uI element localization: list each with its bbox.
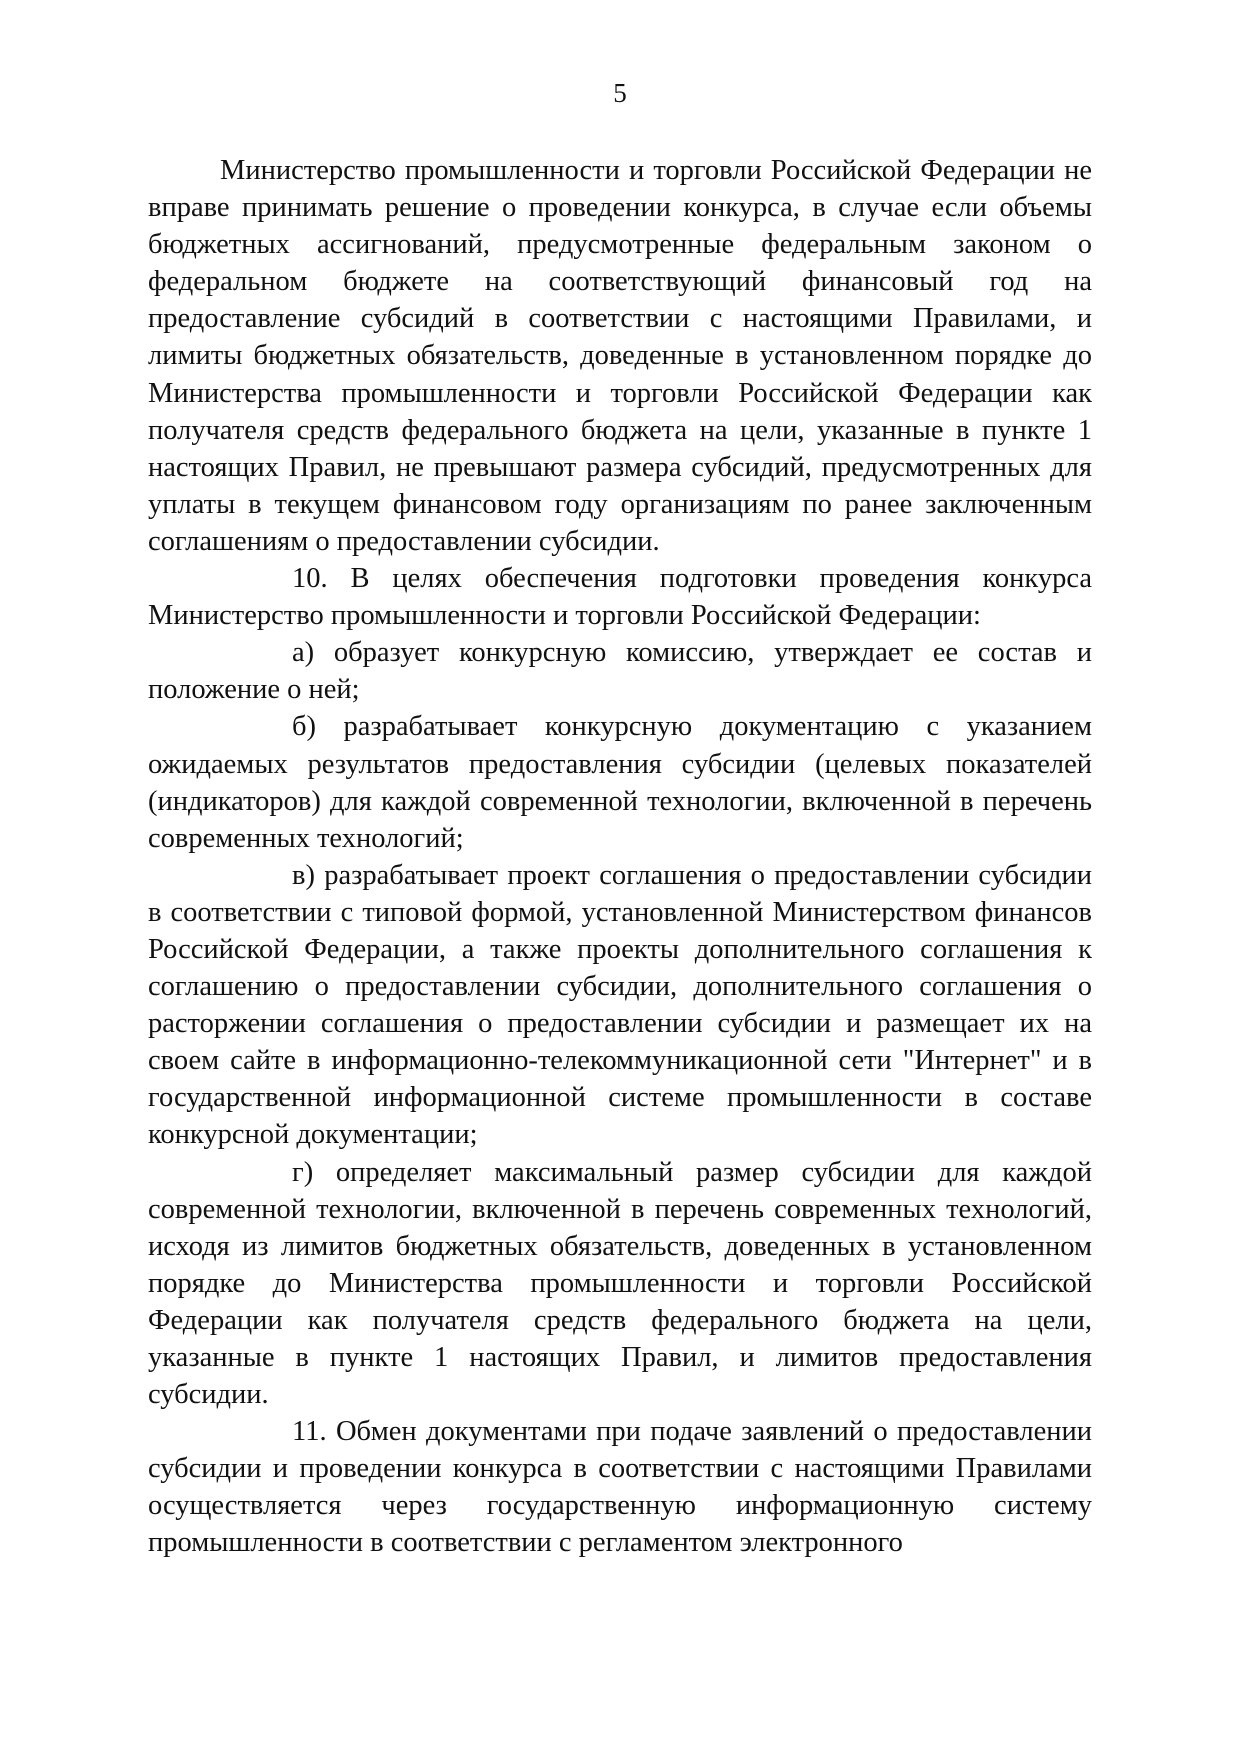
page-number: 5 [613,78,627,108]
item-marker: а) [292,637,315,669]
item-marker: 10. [292,563,328,595]
item-marker: 11. [292,1416,327,1448]
paragraph-subitem-g [148,1154,1092,1414]
item-marker: в) [292,859,315,891]
paragraph-subitem-b [148,708,1092,856]
document-body [148,152,1092,1562]
paragraph-item-11 [148,1413,1092,1561]
paragraph-text: образует конкурсную комиссию, утверждает ее состав и положение о ней; [148,637,1092,706]
paragraph-text: разрабатывает проект соглашения о предоставлении субсидии в соответствии с типовой формой, установленной Министерством финансов Российской Федерации, а также проекты дополнительного соглашения к соглашению о предоставлении субсидии, дополнительного соглашения о расторжении соглашения о предоставлении субсидии и размещает их на своем сайте в информационно-телекоммуникационной сети "Интернет" и в государственной информационной системе промышленности в составе конкурсной документации; [148,859,1092,1151]
paragraph-item-10 [148,560,1092,634]
paragraph-subitem-a [148,634,1092,708]
paragraph-ministry-restriction [148,152,1092,560]
paragraph-text: В целях обеспечения подготовки проведения конкурса Министерство промышленности и торговли Российской Федерации: [148,563,1093,632]
item-marker: г) [292,1156,314,1188]
paragraph-subitem-v [148,857,1092,1154]
paragraph-text: определяет максимальный размер субсидии для каждой современной технологии, включенной в перечень современных технологий, исходя из лимитов бюджетных обязательств, доведенных в установленном порядке до Министерства промышленности и торговли Российской Федерации как получателя средств федерального бюджета на цели, указанные в пункте 1 настоящих Правил, и лимитов предоставления субсидии. [148,1156,1092,1411]
item-marker: б) [292,711,316,743]
paragraph-text: Министерство промышленности и торговли Российской Федерации не вправе принимать решение о проведении конкурса, в случае если объемы бюджетных ассигнований, предусмотренные федеральным законом о федеральном бюджете на соответствующий финансовый год на предоставление субсидий в соответствии с настоящими Правилами, и лимиты бюджетных обязательств, доведенные в установленном порядке до Министерства промышленности и торговли Российской Федерации как получателя средств федерального бюджета на цели, указанные в пункте 1 настоящих Правил, не превышают размера субсидий, предусмотренных для уплаты в текущем финансовом году организациям по ранее заключенным соглашениям о предоставлении субсидии. [148,155,1092,557]
paragraph-text: Обмен документами при подаче заявлений о предоставлении субсидии и проведении конкурса в соответствии с настоящими Правилами осуществляется через государственную информационную систему промышленности в соответствии с регламентом электронного [148,1416,1093,1559]
paragraph-text: разрабатывает конкурсную документацию с указанием ожидаемых результатов предоставления субсидии (целевых показателей (индикаторов) для каждой современной технологии, включенной в перечень современных технологий; [148,711,1092,854]
